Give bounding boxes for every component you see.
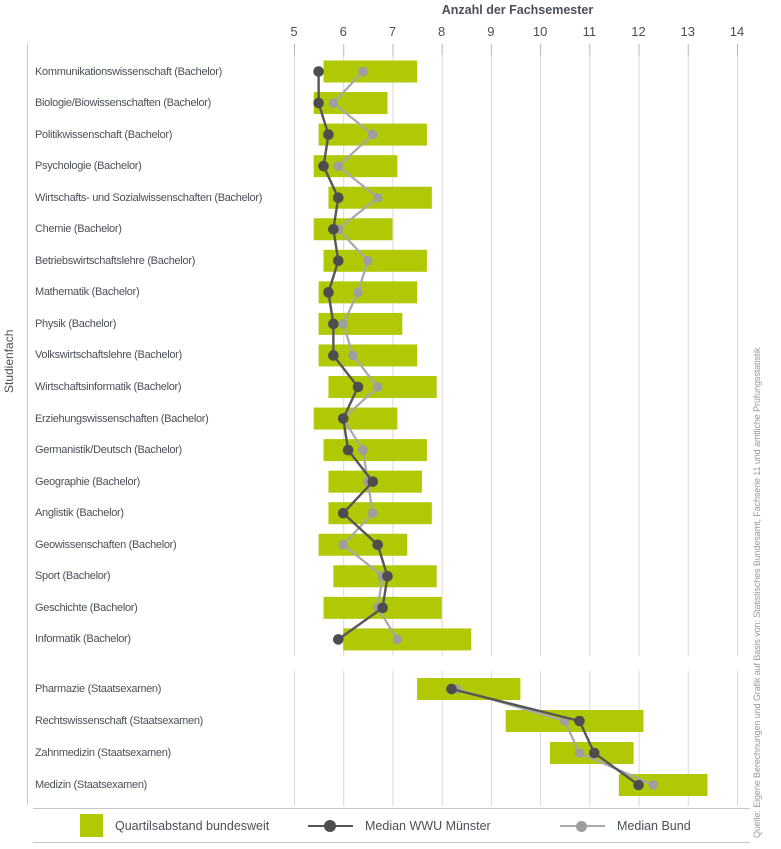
category-label: Medizin (Staatsexamen)	[35, 779, 148, 791]
median-bund-dot	[338, 540, 348, 550]
median-wwu-dot	[328, 224, 339, 235]
category-label: Zahnmedizin (Staatsexamen)	[35, 747, 171, 759]
category-label: Kommunikationswissenschaft (Bachelor)	[35, 65, 222, 78]
median-wwu-dot	[323, 129, 334, 140]
median-wwu-dot	[343, 445, 354, 456]
category-label: Informatik (Bachelor)	[35, 633, 131, 646]
median-wwu-dot	[446, 684, 457, 695]
quartile-range-bar	[343, 628, 471, 650]
category-label: Erziehungswissenschaften (Bachelor)	[35, 412, 209, 425]
category-label: Geographie (Bachelor)	[35, 475, 140, 488]
median-wwu-dot	[313, 98, 324, 109]
x-axis-title: Anzahl der Fachsemester	[441, 3, 594, 17]
median-wwu-dot	[333, 255, 344, 266]
median-wwu-dot	[328, 319, 339, 330]
category-label: Wirtschaftsinformatik (Bachelor)	[35, 381, 182, 393]
x-tick-label: 10	[532, 24, 548, 39]
median-bund-dot	[363, 256, 373, 266]
median-wwu-dot	[574, 716, 585, 727]
category-label: Geschichte (Bachelor)	[35, 601, 138, 614]
legend-quartile-label: Quartilsabstand bundesweit	[115, 819, 270, 833]
legend-quartile-swatch	[80, 814, 103, 837]
x-tick-label: 13	[680, 24, 695, 39]
median-wwu-dot	[633, 780, 644, 791]
median-bund-dot	[358, 445, 368, 455]
x-tick-label: 6	[339, 24, 347, 39]
median-bund-dot	[353, 288, 363, 298]
quartile-range-bar	[319, 534, 408, 556]
quartile-range-bar	[324, 61, 418, 83]
median-wwu-dot	[323, 287, 334, 298]
category-label: Physik (Bachelor)	[35, 317, 117, 330]
category-label: Geowissenschaften (Bachelor)	[35, 538, 177, 551]
median-wwu-dot	[353, 382, 364, 393]
median-bund-line	[456, 689, 653, 785]
median-wwu-dot	[313, 66, 324, 77]
x-tick-label: 9	[487, 24, 495, 39]
median-bund-dot	[348, 351, 358, 361]
quartile-range-bar	[324, 439, 427, 461]
median-wwu-dot	[377, 603, 388, 614]
category-label: Volkswirtschaftslehre (Bachelor)	[35, 349, 182, 362]
median-bund-dot	[373, 193, 383, 203]
x-tick-label: 8	[438, 24, 446, 39]
category-label: Germanistik/Deutsch (Bachelor)	[35, 444, 182, 457]
legend-divider-bottom	[33, 842, 750, 843]
category-label: Wirtschafts- und Sozialwissenschaften (Bachelor)	[35, 191, 263, 204]
category-label: Mathematik (Bachelor)	[35, 286, 140, 299]
median-wwu-dot	[328, 350, 339, 361]
median-bund-dot	[393, 635, 403, 645]
quartile-range-bar	[314, 218, 393, 240]
legend-bund-dot-icon	[576, 821, 587, 832]
median-bund-dot	[368, 130, 378, 140]
median-wwu-dot	[338, 413, 349, 424]
x-tick-label: 5	[290, 24, 298, 39]
legend-wwu-dot-icon	[324, 820, 336, 832]
category-label: Pharmazie (Staatsexamen)	[35, 683, 162, 695]
median-bund-dot	[358, 67, 368, 77]
median-wwu-dot	[318, 161, 329, 172]
median-bund-dot	[333, 161, 343, 171]
legend-divider-top	[33, 808, 750, 809]
x-tick-label: 12	[631, 24, 646, 39]
median-bund-dot	[329, 98, 339, 108]
quartile-range-bar	[314, 408, 398, 430]
quartile-range-bar	[328, 376, 436, 398]
x-tick-label: 14	[729, 24, 745, 39]
category-label: Rechtswissenschaft (Staatsexamen)	[35, 715, 204, 727]
category-label: Psychologie (Bachelor)	[35, 160, 142, 173]
quartile-range-bar	[619, 774, 708, 796]
median-bund-dot	[649, 780, 659, 790]
y-axis-title: Studienfach	[2, 329, 16, 393]
median-wwu-dot	[333, 192, 344, 203]
median-wwu-dot	[589, 748, 600, 759]
category-label: Betriebswirtschaftslehre (Bachelor)	[35, 254, 196, 267]
legend-wwu-label: Median WWU Münster	[365, 819, 491, 833]
median-wwu-dot	[382, 571, 393, 582]
median-bund-dot	[373, 382, 383, 392]
median-wwu-dot	[333, 634, 344, 645]
median-bund-dot	[575, 748, 585, 758]
median-wwu-dot	[367, 476, 378, 487]
category-label: Biologie/Biowissenschaften (Bachelor)	[35, 97, 211, 110]
median-wwu-dot	[372, 539, 383, 550]
category-label: Sport (Bachelor)	[35, 570, 111, 583]
category-label: Anglistik (Bachelor)	[35, 507, 124, 520]
x-tick-label: 11	[582, 24, 597, 39]
category-label: Chemie (Bachelor)	[35, 223, 122, 236]
median-bund-dot	[368, 508, 378, 518]
median-bund-dot	[338, 319, 348, 329]
median-wwu-dot	[338, 508, 349, 519]
median-wwu-line	[452, 689, 639, 785]
legend-bund-label: Median Bund	[617, 819, 691, 833]
quartile-range-bar	[417, 678, 520, 700]
source-note: Quelle: Eigene Berechnungen und Grafik auf Basis von: Statistisches Bundesamt, Fachserie 11 und amtliche Prüfungsstatistik	[752, 347, 762, 838]
category-label: Politikwissenschaft (Bachelor)	[35, 128, 173, 141]
x-tick-label: 7	[388, 24, 397, 39]
quartile-range-bar	[314, 92, 388, 114]
